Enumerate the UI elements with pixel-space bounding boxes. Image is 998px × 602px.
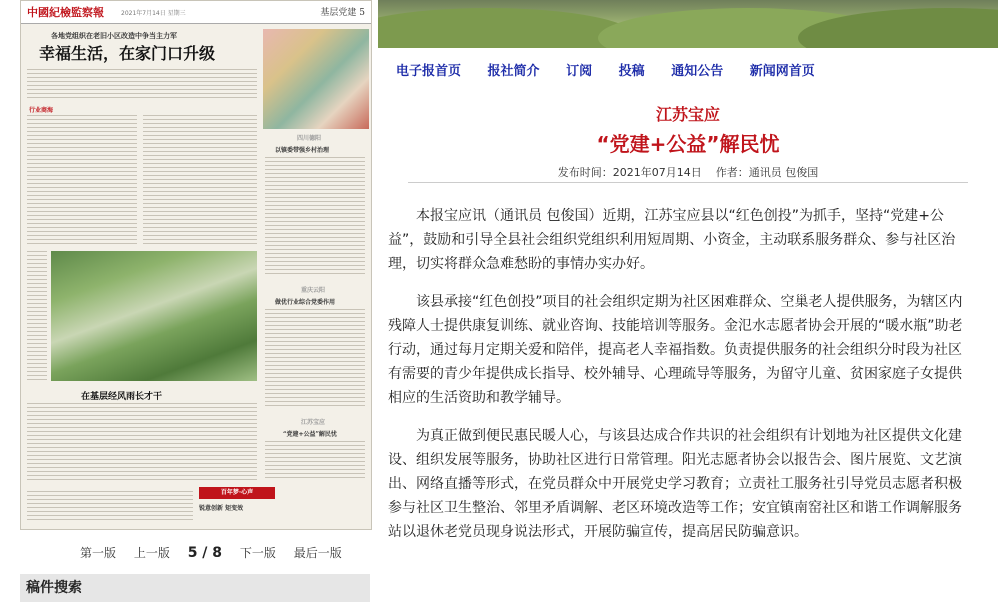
newspaper-headline-sub: 各地党组织在老旧小区改造中争当主力军 [51,32,177,40]
article-author: 作者：通讯员 包俊国 [715,166,819,179]
text-block [27,115,137,245]
article-paragraph: 该县承接“红色创投”项目的社会组织定期为社区困难群众、空巢老人提供服务，为辖区内残障人士提供康复训练、就业咨询、技能培训等服务。金氾水志愿者协会开展的“暖水瓶”助老行动，通过每月定期关爱和陪伴，提高老人幸福指数。负责提供服务的社会组织分时段为社区有需要的青少年提供成长指导、校外辅导、心理疏导等服务，为留守儿童、贫困家庭子女提供相应的生活资助和教学辅导。 [388,294,963,406]
text-block [27,403,257,483]
left-panel [0,0,378,602]
publish-time: 发布时间：2021年07月14日 [557,166,702,179]
first-page-link[interactable]: 第一版 [80,546,117,560]
nav-epaper-home[interactable]: 电子报首页 [396,64,462,79]
newspaper-photo-terraces [51,251,257,381]
article-body [388,204,970,558]
newspaper-logo: 中國紀檢監察報 [27,6,104,19]
newspaper-side-head[interactable]: 做优行业综合党委作用 [275,299,336,306]
nav-about[interactable]: 报社简介 [487,64,540,79]
text-block [143,115,257,245]
article-paragraph: 本报宝应讯（通讯员 包俊国）近期，江苏宝应县以“红色创投”为抓手，坚持“党建+公益”，鼓励和引导全县社会组织党组织利用短周期、小资金，主动联系服务群众、参与社区治理，切实将群众急难愁盼的事情办实办好。 [388,208,956,272]
article-kicker: 江苏宝应 [655,105,720,124]
newspaper-masthead [21,1,371,24]
newspaper-side-head: 锐意创新 矩变效 [199,505,244,512]
newspaper-article-title[interactable]: 在基层经风雨长才干 [81,392,163,402]
article-meta [378,164,998,180]
text-block [265,309,365,409]
newspaper-side-head[interactable]: “党建+公益”解民忧 [283,431,337,438]
newspaper-side-head: 重庆云阳 [301,287,326,294]
newspaper-date: 2021年7月14日 星期三 [121,10,186,17]
newspaper-banner: 百年梦·心声 [199,487,275,499]
nav-notices[interactable]: 通知公告 [671,64,724,79]
text-block [27,491,193,521]
top-navigation [396,60,837,79]
newspaper-page-thumbnail[interactable] [20,0,372,530]
newspaper-side-head: 江苏宝应 [301,419,326,426]
newspaper-photo-classroom [263,29,369,129]
text-block [27,69,257,99]
current-page-indicator: 5 / 8 [187,545,223,561]
last-page-link[interactable]: 最后一版 [293,546,342,560]
nav-subscribe[interactable]: 订阅 [566,64,593,79]
divider [408,182,968,183]
next-page-link[interactable]: 下一版 [239,546,276,560]
article-paragraph: 为真正做到便民惠民暖人心，与该县达成合作共识的社会组织有计划地为社区提供文化建设、组织发展等服务，协助社区进行日常管理。阳光志愿者协会以报告会、图片展览、文艺演出、网络直播等形式，在党员群众中开展党史学习教育；立责社工服务社引导党员志愿者积极参与社区卫生整治、邻里矛盾调解、老区环境改造等工作；安宜镇南窑社区和谐工作调解服务站以退休老党员现身说法形式，开展防骗宣传，提高居民防骗意识。 [388,428,962,540]
nav-news-home[interactable]: 新闻网首页 [749,64,815,79]
nav-submit[interactable]: 投稿 [618,64,645,79]
text-block [265,441,365,481]
search-section-title: 稿件搜索 [20,574,370,602]
article-title: “党建+公益”解民忧 [596,132,780,156]
newspaper-side-head[interactable]: 以镇委带强乡村治理 [275,147,330,154]
header-banner-image [378,0,998,48]
text-block [265,157,365,277]
prev-page-link[interactable]: 上一版 [133,546,170,560]
text-block [27,251,47,381]
newspaper-side-head: 四川德阳 [297,135,322,142]
newspaper-side-head: 行业商海 [29,107,54,114]
page-navigator [80,544,356,561]
newspaper-headline[interactable]: 幸福生活，在家门口升级 [39,44,216,63]
newspaper-section: 基层党建 5 [320,8,365,18]
